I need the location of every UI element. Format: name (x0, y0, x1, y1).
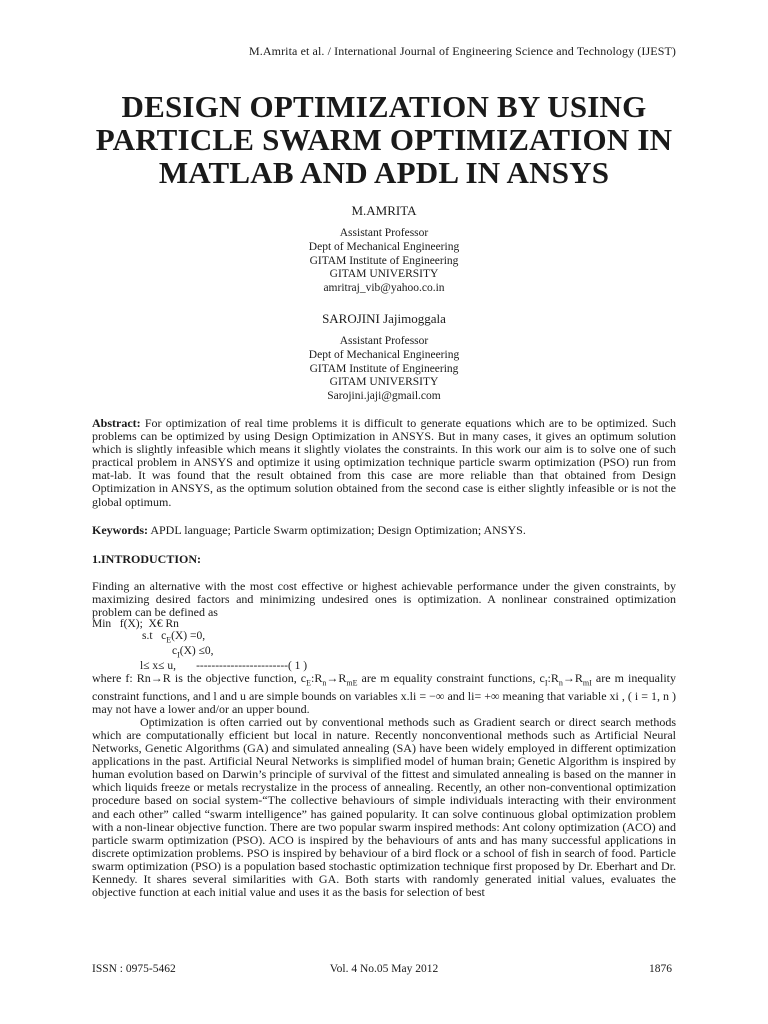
abstract-label: Abstract: (92, 416, 141, 430)
keywords-label: Keywords: (92, 523, 148, 537)
author-institute: GITAM Institute of Engineering (309, 254, 459, 267)
keywords (92, 524, 676, 537)
author-position: Assistant Professor (339, 227, 429, 239)
intro-paragraph-1: Finding an alternative with the most cost effective or highest achievable performance under the given constraints, by maximizing desired factors and minimizing undesired ones is optimization. A nonlinear constrained optimization problem can be defined as (92, 579, 676, 620)
author-block-2 (0, 311, 768, 404)
author-email: amritraj_vib@yahoo.co.in (323, 282, 445, 295)
intro-paragraph-2: Optimization is often carried out by conventional methods such as Gradient search or direct search methods which are computationally efficient but local in nature. Recently nonconventional methods such as Artificial Neural Networks, Genetic Algorithms (GA) and simulated annealing (SA) have been widely employed in different optimization applications in the past. Artificial Neural Networks is simplified model of human brain; Genetic Algorithm is inspired by human evolution based on Darwin’s principle of survival of the fittest and simulated annealing is based on the manner in which liquids freeze or metals recrystalize in the process of annealing. Recently, an other non-conventional optimization procedure based on social system-“The collective behaviours of simple individuals interacting with their environment and each other” called “swarm intelligence” has gained popularity. It can solve continuous global optimization problem with a non-linear objective function. There are two popular swarm inspired methods: Ant colony optimization (ACO) and particle swarm optimization (PSO). ACO is inspired by the behaviours of ants and has many successful applications in discrete optimization problems. PSO is inspired by behaviour of a bird flock or a school of fish in search of food. Particle swarm optimization (PSO) is a population based stochastic optimization technique first proposed by Dr. Eberhart and Dr. Kennedy. It shares several similarities with GA. Both starts with randomly generated initial values, evaluates the objective function at each initial value and uses it as the basis for selection of best (92, 714, 676, 900)
abstract (92, 417, 676, 509)
footer-volume: Vol. 4 No.05 May 2012 (329, 963, 439, 975)
author-position: Assistant Professor (339, 335, 429, 347)
author-department: Dept of Mechanical Engineering (308, 348, 460, 361)
author-block-1 (0, 203, 768, 296)
author-university: GITAM UNIVERSITY (329, 268, 439, 281)
title-line: DESIGN OPTIMIZATION BY USING (121, 89, 647, 124)
abstract-text: For optimization of real time problems it is difficult to generate equations which are to be optimized. Such problems can be optimized by using Design Optimization in ANSYS. But in many cases, it gives an optimum solution which is slightly infeasible which means it slightly violates the constraints. In this work our aim is to solve one of such practical problem in ANSYS and optimize it using optimization technique particle swarm optimization (PSO) run from mat-lab. It was found that the result obtained from this case are more reliable than that obtained from Design Optimization in ANSYS, as the optimum solution obtained from the second case is either slightly infeasible or is not the global optimum. (92, 416, 677, 509)
equation-objective: Min f(X); X€ Rn (92, 618, 179, 631)
keywords-text: APDL language; Particle Swarm optimization; Design Optimization; ANSYS. (150, 523, 526, 537)
equation-equality: s.t $c_E(X) =0$, (142, 629, 206, 645)
footer-issn: ISSN : 0975-5462 (92, 963, 176, 975)
author-department: Dept of Mechanical Engineering (308, 240, 460, 253)
equation-bounds: l≤ x≤ u, ------------------------( 1 ) (140, 659, 308, 672)
running-header: M.Amrita et al. / International Journal of Engineering Science and Technology (IJEST) (249, 44, 676, 58)
author-email: Sarojini.jaji@gmail.com (327, 390, 441, 403)
footer-page-number: 1876 (649, 963, 672, 975)
paper-title (0, 90, 768, 189)
author-university: GITAM UNIVERSITY (329, 376, 439, 389)
title-line: MATLAB AND APDL IN ANSYS (158, 155, 610, 190)
introduction-body (92, 580, 676, 899)
intro-where-clause: where f: Rn→R is the objective function, $c_E:R_n\to R_{mE}$ are m equality constraint functions, $c_I:R_n\to R_{mI}$ are m inequality constraint functions, and l and u are simple bounds on variables x.li = −∞ and li= +∞ meaning that variable xi , ( i = 1, n ) may not have a lower and/or an upper bound. (92, 671, 676, 716)
author-name: SAROJINI Jajimoggala (322, 311, 446, 326)
title-line: PARTICLE SWARM OPTIMIZATION IN (95, 122, 673, 157)
equation-inequality: $c_I(X) \le 0$, (172, 644, 214, 660)
author-institute: GITAM Institute of Engineering (309, 362, 459, 375)
section-heading: 1.INTRODUCTION: (92, 552, 202, 566)
author-name: M.AMRITA (351, 203, 417, 218)
